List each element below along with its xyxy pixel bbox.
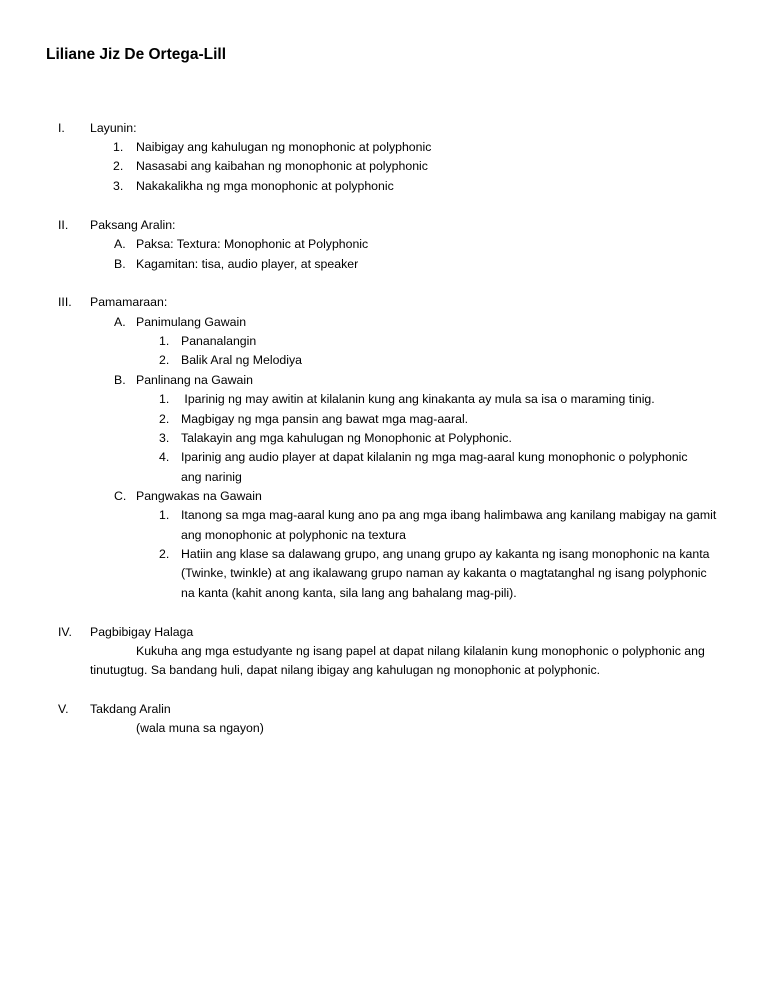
list-item: Paksa: Textura: Monophonic at Polyphonic [136,237,369,251]
list-item: Balik Aral ng Melodiya [181,353,302,367]
section-title: Layunin: [90,121,137,135]
list-item: Iparinig ang audio player at dapat kilalanin ng mga mag-aaral kung monophonic o polyphonic [181,450,688,464]
subsection-title: Panlinang na Gawain [136,373,253,387]
subsection-letter: B. [114,373,126,387]
item-number: 4. [159,450,170,464]
section-numeral: I. [58,121,65,135]
list-item-continuation: ang monophonic at polyphonic na textura [181,528,406,542]
section-title: Pamamaraan: [90,295,168,309]
section-numeral: II. [58,218,69,232]
list-item: Iparinig ng may awitin at kilalanin kung ang kinakanta ay mula sa isa o maraming tinig. [181,392,655,406]
subsection-title: Panimulang Gawain [136,315,247,329]
list-item-continuation: na kanta (kahit anong kanta, sila lang ang bahalang mag-pili). [181,586,517,600]
item-number: 2. [159,353,170,367]
subsection-letter: A. [114,315,126,329]
list-item-continuation: (Twinke, twinkle) at ang ikalawang grupo naman ay kakanta o magtatanghal ng isang polyphonic [181,566,707,580]
item-letter: B. [114,257,126,271]
item-number: 3. [159,431,170,445]
section-numeral: IV. [58,625,72,639]
author-name: Liliane Jiz De Ortega-Lill [46,46,227,63]
item-number: 3. [113,179,124,193]
item-number: 2. [159,412,170,426]
list-item: Pananalangin [181,334,257,348]
list-item: Kagamitan: tisa, audio player, at speaker [136,257,359,271]
subsection-title: Pangwakas na Gawain [136,489,262,503]
item-number: 2. [113,159,124,173]
section-title: Pagbibigay Halaga [90,625,194,639]
section-numeral: V. [58,702,69,716]
section-title: Takdang Aralin [90,702,171,716]
item-number: 1. [159,334,170,348]
list-item-continuation: ang narinig [181,470,242,484]
subsection-letter: C. [114,489,127,503]
item-letter: A. [114,237,126,251]
section-title: Paksang Aralin: [90,218,176,232]
paragraph-line: (wala muna sa ngayon) [136,721,264,735]
item-number: 2. [159,547,170,561]
list-item: Hatiin ang klase sa dalawang grupo, ang unang grupo ay kakanta ng isang monophonic na kanta [181,547,710,561]
list-item: Talakayin ang mga kahulugan ng Monophonic at Polyphonic. [181,431,512,445]
item-number: 1. [159,508,170,522]
section-numeral: III. [58,295,72,309]
list-item: Itanong sa mga mag-aaral kung ano pa ang mga ibang halimbawa ang kanilang mabigay na gamit [181,508,717,522]
item-number: 1. [159,392,170,406]
list-item: Naibigay ang kahulugan ng monophonic at polyphonic [136,140,432,154]
list-item: Nakakalikha ng mga monophonic at polyphonic [136,179,394,193]
paragraph-line: tinutugtug. Sa bandang huli, dapat nilang ibigay ang kahulugan ng monophonic at polyphonic. [90,663,601,677]
paragraph-line: Kukuha ang mga estudyante ng isang papel at dapat nilang kilalanin kung monophonic o polyphonic ang [136,644,705,658]
list-item: Magbigay ng mga pansin ang bawat mga mag-aaral. [181,412,469,426]
item-number: 1. [113,140,124,154]
list-item: Nasasabi ang kaibahan ng monophonic at polyphonic [136,159,428,173]
